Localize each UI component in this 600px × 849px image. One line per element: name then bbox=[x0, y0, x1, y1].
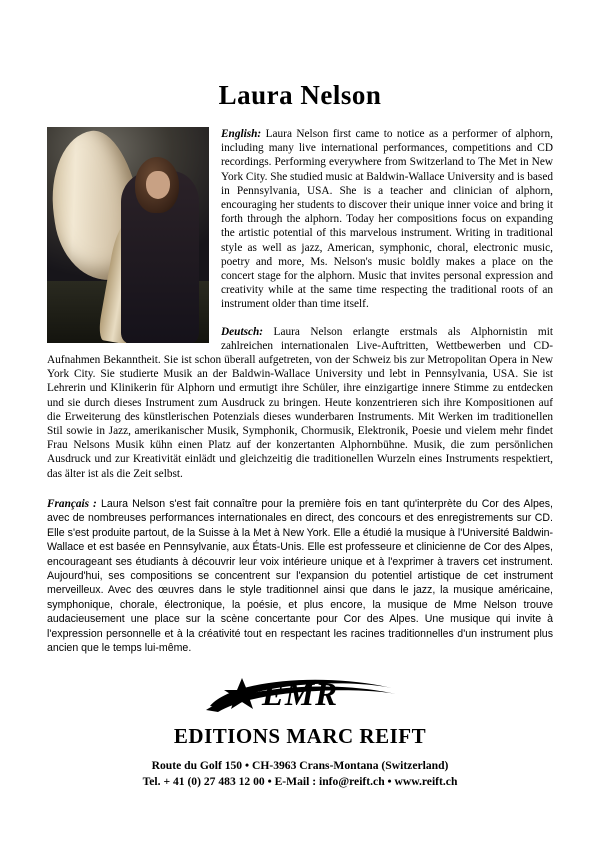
publisher-name-text: EDITIONS MARC REIFT bbox=[173, 724, 427, 748]
language-label-german: Deutsch: bbox=[221, 325, 264, 338]
address-line: Route du Golf 150 • CH-3963 Crans-Montana (Switzerland) bbox=[151, 759, 449, 772]
top-block bbox=[47, 127, 553, 481]
paragraph-german-text: Laura Nelson erlangte erstmals als Alphornistin mit zahlreichen internationalen Live-Auftritten, Wettbewerben und CD-Aufnahmen Bekanntheit. Sie ist schon überall aufgetreten, von der Schweiz bis zur Metropolitan Opera in New York City. Sie studierte Musik an der Baldwin-Wallace University und lebt in Pennsylvania, USA. Sie ist Lehrerin und Klinikerin für Alphorn und ermutigt ihre Schüler, ihre einzigartige innere Stimme zu entdecken und sie durch dieses Instrument zum Ausdruck zu bringen. Heute konzentrieren sich ihre Kompositionen auf die Erweiterung des künstlerischen Potenzials dieses wunderbaren Instruments. Mit Werken im traditionellen Stil sowie in Jazz, amerikanischer Musik, Symphonik, Chormusik, Elektronik, Poesie und vielem mehr findet Frau Nelsons Musik kühn einen Platz auf der konzertanten Alphornbühne. Musik, die zum persönlichen Ausdruck und zur Kreativität einlädt und gleichzeitig die traditionellen Wurzeln eines Instruments respektiert, das älter ist als die Zeit selbst. bbox=[47, 325, 553, 480]
paragraph-french bbox=[47, 497, 553, 655]
language-label-english: English: bbox=[221, 128, 262, 140]
paragraph-german bbox=[47, 325, 553, 481]
publisher-name bbox=[0, 724, 600, 749]
paragraph-french-text: Laura Nelson s'est fait connaître pour la première fois en tant qu'interprète du Cor des Alpes, avec de nombreuses performances internationales en direct, des concours et des enregistrements sur CD. Elle s'est produite partout, de la Suisse à la Met à New York. Elle a étudié la musique à l'Université Baldwin-Wallace et est basée en Pennsylvanie, aux États-Unis. Elle est professeure et clinicienne de Cor des Alpes, encourageant ses étudiants à découvrir leur voix intérieure unique et à l'exprimer à travers cet instrument. Aujourd'hui, ses compositions se concentrent sur l'expansion du potentiel artistique de cet instrument merveilleux. Avec des œuvres dans le style traditionnel ainsi que dans le jazz, la musique américaine, symphonique, chorale, électronique, la poésie, et plus encore, la musique de Mme Nelson trouve audacieusement une place sur la scène concertante pour Cor des Alpes. Une musique qui invite à l'expression personnelle et à la créativité tout en respectant les racines traditionnelles d'un instrument plus ancien que le temps lui-même. bbox=[47, 497, 553, 654]
document-content bbox=[47, 127, 553, 666]
publisher-footer bbox=[0, 672, 600, 790]
page-title: Laura Nelson bbox=[218, 80, 382, 110]
emr-logo-text: EMR bbox=[261, 677, 339, 713]
performer-face bbox=[146, 171, 170, 199]
contact-line: Tel. + 41 (0) 27 483 12 00 • E-Mail : info@reift.ch • www.reift.ch bbox=[142, 775, 458, 788]
language-label-french: Français : bbox=[47, 497, 97, 510]
publisher-address bbox=[0, 758, 600, 790]
alphorn-player-photo bbox=[47, 127, 209, 343]
emr-logo bbox=[202, 672, 398, 718]
paragraph-english-text: Laura Nelson first came to notice as a performer of alphorn, including many live international performances, competitions and CD recordings. Performing everywhere from Switzerland to The Met in New York City. She studied music at Baldwin-Wallace University and is based in Pennsylvania, USA. She is a teacher and clinician of alphorn, encouraging her students to discover their unique inner voice and bring it forth through the alphorn. Today her compositions focus on expanding the artistic potential of this marvelous instrument. Writing in traditional style as well as jazz, American, symphonic, choral, electronic music, poetry and more, Ms. Nelson's music boldly makes a place on the concert stage for the alphorn. Music that invites personal expression and creativity while at the same time respecting the traditional roots of an instrument older than time itself. bbox=[221, 128, 553, 311]
